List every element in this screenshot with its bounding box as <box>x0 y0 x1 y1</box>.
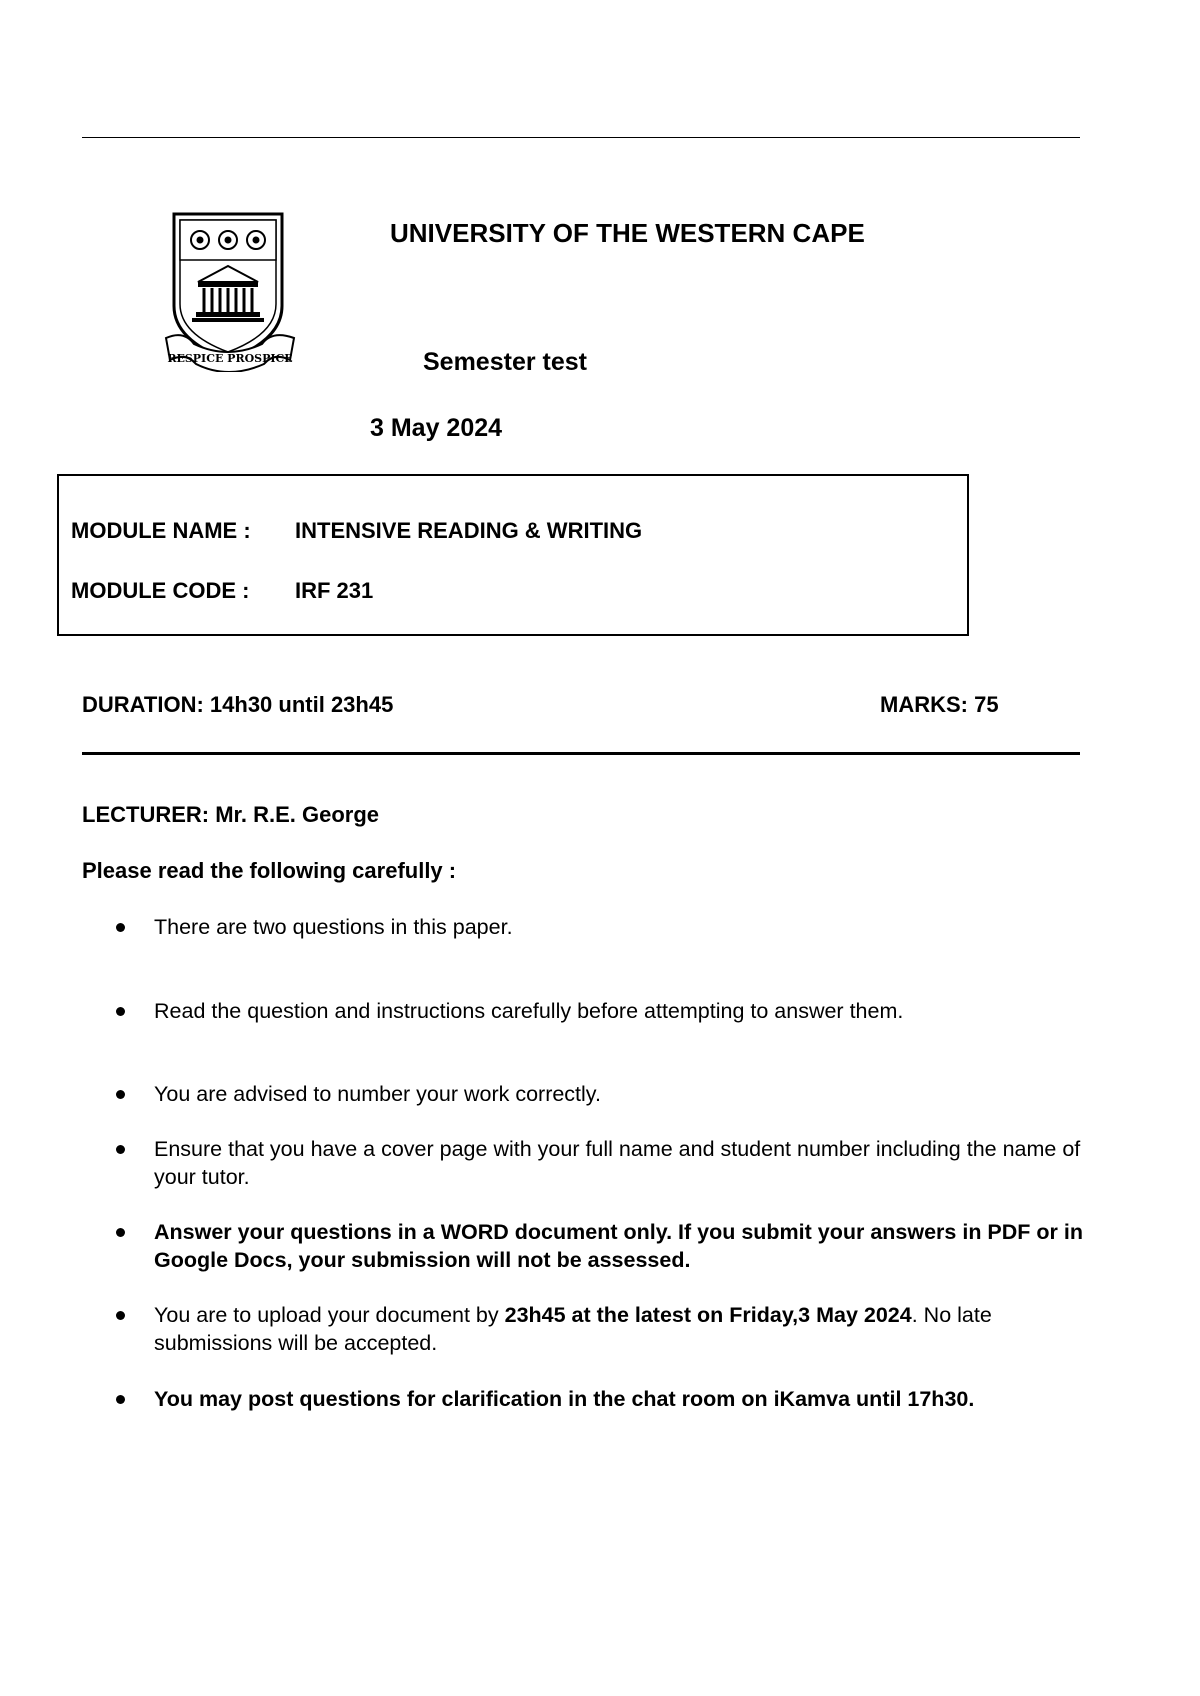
instruction-text <box>154 1301 1084 1357</box>
module-name-label: MODULE NAME : <box>71 518 251 543</box>
module-code-label: MODULE CODE : <box>71 578 250 603</box>
section-divider <box>82 752 1080 755</box>
module-name-row <box>71 518 642 544</box>
instruction-text: Read the question and instructions carefully before attempting to answer them. <box>154 999 904 1023</box>
instructions-heading: Please read the following carefully : <box>82 858 457 883</box>
crest-motto-text: RESPICE PROSPICE <box>167 352 293 365</box>
top-rule <box>82 137 1080 138</box>
university-crest-logo <box>164 210 296 372</box>
module-code-value: IRF 231 <box>295 578 374 603</box>
module-code-row <box>71 578 373 604</box>
duration-text: DURATION: 14h30 until 23h45 <box>82 692 394 717</box>
bullet-icon <box>116 1311 125 1320</box>
instruction-text: Answer your questions in a WORD document only. If you submit your answers in PDF or in Google Docs, your submission will not be assessed. <box>154 1220 1083 1272</box>
bullet-icon <box>116 1395 125 1404</box>
instruction-text: You are advised to number your work correctly. <box>154 1082 601 1106</box>
module-info-box <box>57 474 969 636</box>
bullet-icon <box>116 1090 125 1099</box>
instruction-text: Ensure that you have a cover page with your full name and student number including the name of your tutor. <box>154 1137 1081 1189</box>
instruction-deadline: 23h45 at the latest on Friday,3 May 2024 <box>504 1303 912 1327</box>
bullet-icon <box>116 1145 125 1154</box>
test-date: 3 May 2024 <box>370 414 503 442</box>
instruction-text: You may post questions for clarification in the chat room on iKamva until 17h30. <box>154 1387 975 1411</box>
marks-text: MARKS: 75 <box>880 692 999 717</box>
university-name: UNIVERSITY OF THE WESTERN CAPE <box>390 218 865 248</box>
lecturer-text: LECTURER: Mr. R.E. George <box>82 802 380 827</box>
bullet-icon <box>116 923 125 932</box>
module-name-value: INTENSIVE READING & WRITING <box>295 518 643 543</box>
instruction-text-part: You are to upload your document by <box>154 1303 505 1327</box>
bullet-icon <box>116 1007 125 1016</box>
instruction-text-part: . No late submissions will be accepted. <box>154 1303 992 1355</box>
bullet-icon <box>116 1228 125 1237</box>
instruction-text: There are two questions in this paper. <box>154 915 513 939</box>
test-type: Semester test <box>423 348 587 376</box>
